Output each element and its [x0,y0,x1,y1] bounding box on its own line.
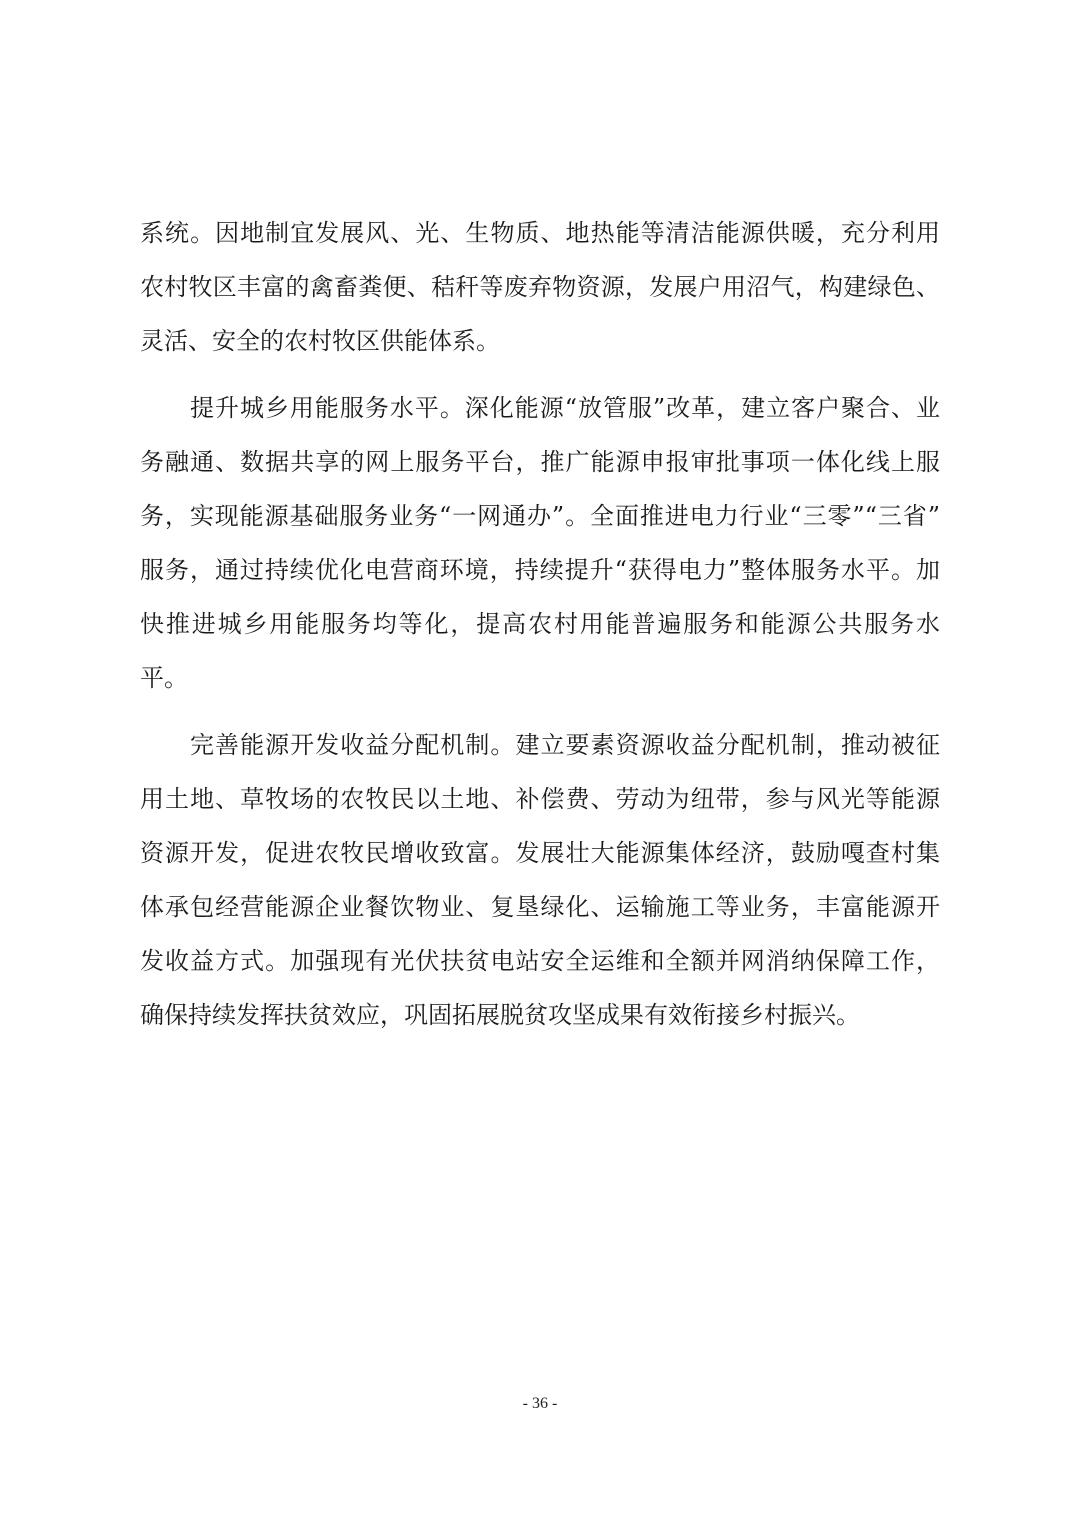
paragraph-2-line-5: 快推进城乡用能服务均等化，提高农村用能普遍服务和能源公共服务水 [140,610,940,638]
paragraph-3-line-6: 确保持续发挥扶贫效应，巩固拓展脱贫攻坚成果有效衔接乡村振兴。 [140,1001,860,1029]
paragraph-2-line-3: 务，实现能源基础服务业务“一网通办”。全面推进电力行业“三零”“三省” [140,502,940,530]
paragraph-1-line-2: 农村牧区丰富的禽畜粪便、秸秆等废弃物资源，发展户用沼气，构建绿色、 [140,273,940,301]
paragraph-1-line-3: 灵活、安全的农村牧区供能体系。 [140,327,500,355]
paragraph-spacer [140,368,940,381]
paragraph-3-line-5: 发收益方式。加强现有光伏扶贫电站安全运维和全额并网消纳保障工作， [140,947,940,975]
paragraph-spacer [140,705,940,718]
paragraph-2-line-2: 务融通、数据共享的网上服务平台，推广能源申报审批事项一体化线上服 [140,448,940,476]
paragraph-3-line-2: 用土地、草牧场的农牧民以土地、补偿费、劳动为纽带，参与风光等能源 [140,785,940,813]
paragraph-2-line-1: 提升城乡用能服务水平。深化能源“放管服”改革，建立客户聚合、业 [190,394,940,422]
paragraph-2-line-4: 服务，通过持续优化电营商环境，持续提升“获得电力”整体服务水平。加 [140,556,940,584]
paragraph-3-line-4: 体承包经营能源企业餐饮物业、复垦绿化、运输施工等业务，丰富能源开 [140,893,940,921]
paragraph-3-line-3: 资源开发，促进农牧民增收致富。发展壮大能源集体经济，鼓励嘎查村集 [140,839,940,867]
body-text [140,206,940,1042]
page-number: - 36 - [522,1395,558,1412]
paragraph-1-line-1: 系统。因地制宜发展风、光、生物质、地热能等清洁能源供暖，充分利用 [140,219,940,247]
paragraph-3-line-1: 完善能源开发收益分配机制。建立要素资源收益分配机制，推动被征 [190,731,940,759]
paragraph-2-line-6: 平。 [140,664,188,692]
